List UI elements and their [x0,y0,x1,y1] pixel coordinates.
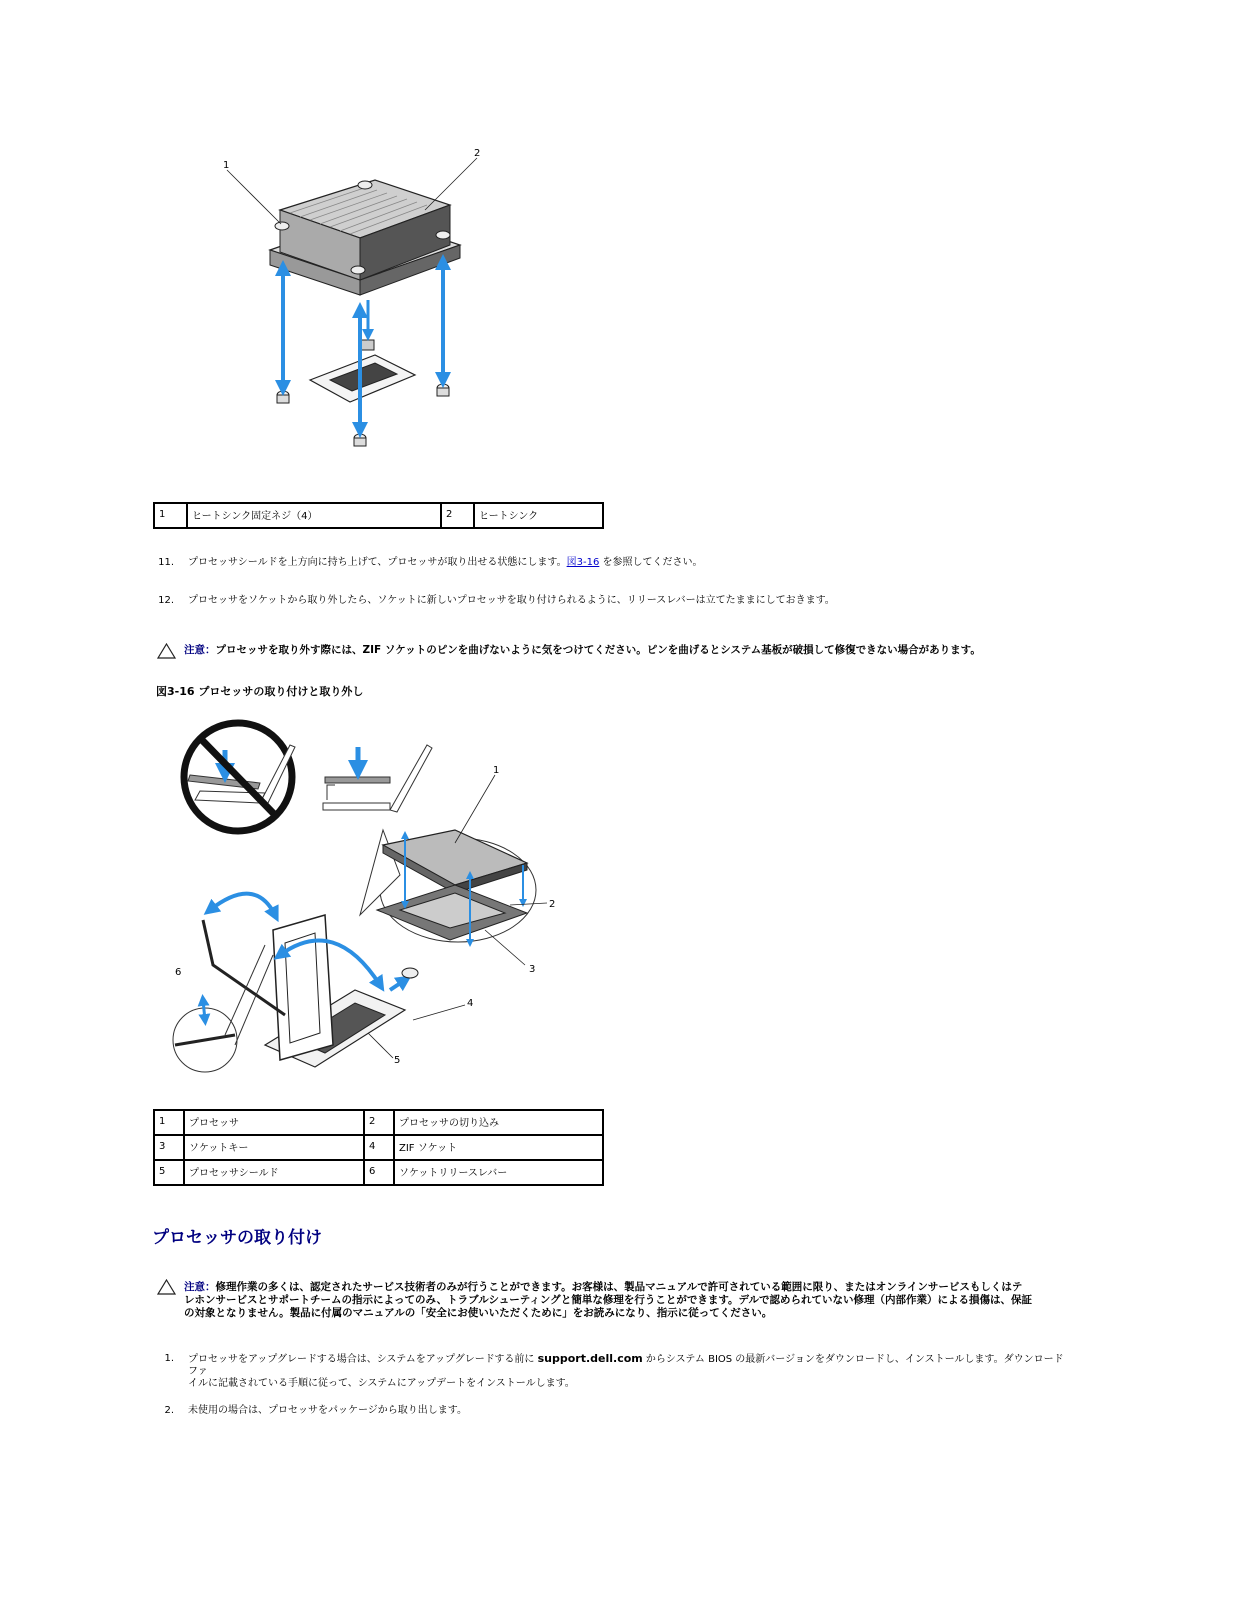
step-text: プロセッサをソケットから取り外したら、ソケットに新しいプロセッサを取り付けられるように、リリースレバーは立てたままにしておきます。 [188,595,835,606]
table-row [154,1110,603,1135]
callout-1: 1 [223,160,230,171]
caution-note [184,644,1144,657]
legend-label: プロセッサシールド [184,1160,364,1185]
legend-label: プロセッサの切り込み [394,1110,603,1135]
legend-num: 1 [154,503,187,528]
section-title: プロセッサの取り付け [152,1228,322,1248]
caution-icon [157,1279,176,1295]
callout-2: 2 [549,899,556,910]
caution-label: 注意： [184,644,216,656]
step-number: 11. [158,557,174,568]
callout-5: 5 [394,1055,401,1066]
support-site-text: support.dell.com [537,1352,643,1365]
callout-2: 2 [474,148,481,159]
legend-label: プロセッサ [184,1110,364,1135]
table-row [154,503,603,528]
caution-note-service [184,1281,1064,1320]
legend-num: 3 [154,1135,184,1160]
callout-3: 3 [529,964,536,975]
step-number: 1. [164,1353,174,1364]
step-text: を参照してください。 [599,557,703,568]
legend-label: ソケットキー [184,1135,364,1160]
callout-6: 6 [175,967,182,978]
caution-line: レホンサービスとサポートチームの指示によってのみ、トラブルシューティングと簡単な修理を行うことができます。デルで認められていない修理（内部作業）による損傷は、保証 [184,1294,1033,1306]
processor-legend-table [153,1109,604,1186]
legend-num: 2 [441,503,474,528]
processor-install-figure [165,715,565,1085]
legend-num: 1 [154,1110,184,1135]
legend-label: ZIF ソケット [394,1135,603,1160]
callout-4: 4 [467,998,474,1009]
step-number: 2. [164,1405,174,1416]
step-text: プロセッサシールドを上方向に持ち上げて、プロセッサが取り出せる状態にします。 [188,557,567,568]
callout-1: 1 [493,765,500,776]
caution-text: プロセッサを取り外す際には、ZIF ソケットのピンを曲げないように気をつけてください。ピンを曲げるとシステム基板が破損して修復できない場合があります。 [215,644,981,656]
legend-num: 6 [364,1160,394,1185]
legend-num: 4 [364,1135,394,1160]
step-number: 12. [158,595,174,606]
table-row [154,1135,603,1160]
caution-line: の対象となりません。製品に付属のマニュアルの「安全にお使いいただくために」をお読みになり、指示に従ってください。 [184,1307,773,1319]
heatsink-removal-figure [215,140,505,460]
step-text: 未使用の場合は、プロセッサをパッケージから取り出します。 [188,1405,467,1416]
step-text: からシステム BIOS の最新バージョンをダウンロードし、インストールします。ダウンロードファ [188,1354,1064,1377]
caution-icon [157,643,176,659]
figure-caption: 図3-16 プロセッサの取り付けと取り外し [156,685,364,698]
table-row [154,1160,603,1185]
legend-label: ヒートシンク [474,503,603,528]
step-text: イルに記載されている手順に従って、システムにアップデートをインストールします。 [188,1378,575,1389]
figure-3-16-link[interactable]: 図3-16 [566,557,600,568]
legend-label: ヒートシンク固定ネジ（4） [187,503,441,528]
step-text: プロセッサをアップグレードする場合は、システムをアップグレードする前に [188,1354,538,1365]
caution-text: 修理作業の多くは、認定されたサービス技術者のみが行うことができます。お客様は、製品マニュアルで許可されている範囲に限り、またはオンラインサービスもしくはテ [215,1281,1023,1293]
heatsink-legend-table [153,502,604,529]
legend-num: 5 [154,1160,184,1185]
caution-line [184,1281,1064,1294]
caution-label: 注意： [184,1281,216,1293]
legend-num: 2 [364,1110,394,1135]
legend-label: ソケットリリースレバー [394,1160,603,1185]
